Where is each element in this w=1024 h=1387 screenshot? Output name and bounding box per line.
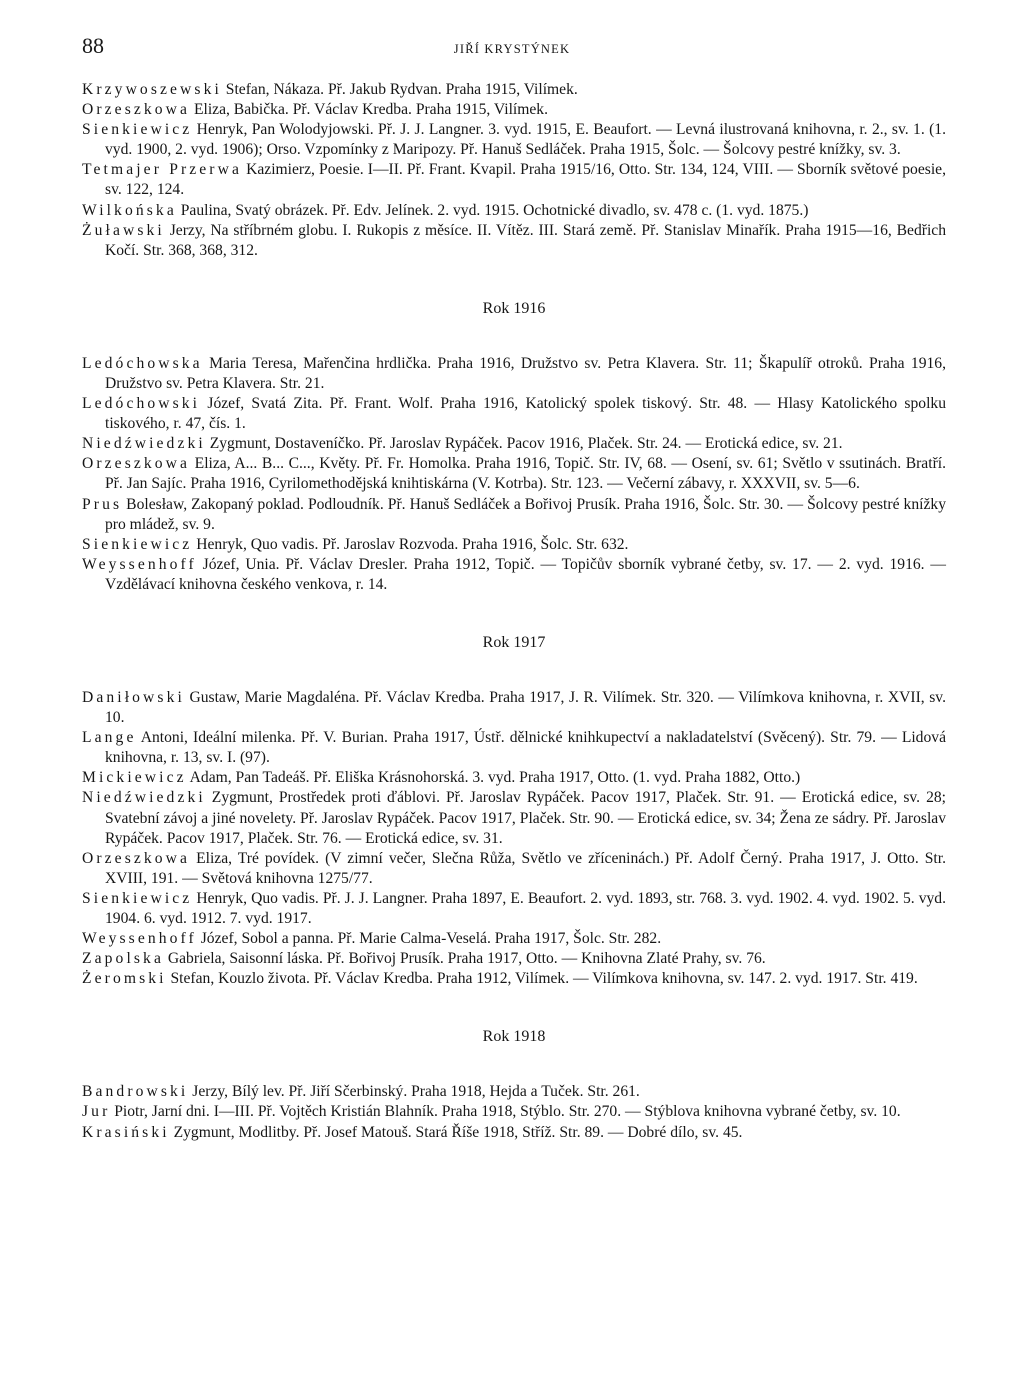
entry-author: Sienkiewicz xyxy=(82,535,193,553)
entry-text: Józef, Svatá Zita. Př. Frant. Wolf. Praha 1916, Katolický spolek tiskový. Str. 48. — Hlasy Katolického spolku tiskového, r. 47, čís. 1. xyxy=(105,395,946,433)
entry-text: Stefan, Nákaza. Př. Jakub Rydvan. Praha 1915, Vilímek. xyxy=(221,81,578,98)
bibliography-entry xyxy=(82,788,946,848)
section-heading: Rok 1917 xyxy=(482,633,546,651)
entry-text: Jerzy, Na stříbrném globu. I. Rukopis z měsíce. II. Vítěz. III. Stará země. Př. Stanislav Minařík. Praha 1915—16, Bedřich Kočí. Str. 368, 368, 312. xyxy=(105,221,946,259)
entry-author: Krasiński xyxy=(82,1123,170,1141)
bibliography-entry xyxy=(82,454,946,494)
entry-text: Kazimierz, Poesie. I—II. Př. Frant. Kvapil. Praha 1915/16, Otto. Str. 134, 124, VIII. — Sborník světové poesie, sv. 122, 124. xyxy=(105,161,946,199)
entry-author: Niedźwiedzki xyxy=(82,435,206,453)
entry-text: Adam, Pan Tadeáš. Př. Eliška Krásnohorská. 3. vyd. Praha 1917, Otto. (1. vyd. Praha 1882, Otto.) xyxy=(186,769,801,787)
bibliography-entry xyxy=(82,1082,946,1102)
entry-text: Zygmunt, Modlitby. Př. Josef Matouš. Stará Říše 1918, Stříž. Str. 89. — Dobré dílo, sv. 45. xyxy=(169,1123,743,1141)
entry-author: Daniłowski xyxy=(82,688,185,706)
bibliography-entry xyxy=(82,120,946,160)
section-1916 xyxy=(82,299,946,595)
bibliography-entry xyxy=(82,100,946,120)
bibliography-entry xyxy=(82,434,946,454)
section-1918 xyxy=(82,1027,946,1142)
entry-text: Gabriela, Saisonní láska. Př. Bořivoj Prusík. Praha 1917, Otto. — Knihovna Zlaté Prahy, sv. 76. xyxy=(163,950,766,968)
section-1917 xyxy=(82,633,946,989)
bibliography-entry xyxy=(82,1123,946,1143)
bibliography-entry xyxy=(82,929,946,949)
entry-author: Tetmajer Przerwa xyxy=(82,161,242,179)
entry-author: Sienkiewicz xyxy=(82,889,193,907)
bibliography-entry xyxy=(82,80,946,100)
section-heading: Rok 1916 xyxy=(482,299,546,317)
bibliography-entry xyxy=(82,889,946,929)
entry-author: Weyssenhoff xyxy=(82,930,197,948)
entry-text: Eliza, A... B... C..., Květy. Př. Fr. Homolka. Praha 1916, Topič. Str. IV, 68. — Osení, sv. 61; Světlo v ssutinách. Bratří. Př. Jan Sajíc. Praha 1916, Cyrilomethodějská knihtiskárna (V. Kotrba). Str. 123. — Večerní zábavy, r. XXXVII, sv. 5—6. xyxy=(105,455,946,493)
bibliography-entry xyxy=(82,201,946,221)
bibliography-entry xyxy=(82,221,946,261)
bibliography xyxy=(82,80,946,1143)
entry-text: Piotr, Jarní dni. I—III. Př. Vojtěch Kristián Blahník. Praha 1918, Stýblo. Str. 270. — Stýblova knihovna vybrané četby, sv. 10. xyxy=(110,1103,901,1121)
bibliography-entry xyxy=(82,688,946,728)
entry-text: Eliza, Tré povídek. (V zimní večer, Slečna Růža, Světlo ve zříceninách.) Př. Adolf Černý. Praha 1917, J. Otto. Str. XVIII, 191. — Světová knihovna 1275/77. xyxy=(105,849,946,887)
entry-text: Józef, Sobol a panna. Př. Marie Calma-Veselá. Praha 1917, Šolc. Str. 282. xyxy=(196,930,662,948)
entry-text: Maria Teresa, Mařenčina hrdlička. Praha 1916, Družstvo sv. Petra Klavera. Str. 11; Škapulíř otroků. Praha 1916, Družstvo sv. Petra Klavera. Str. 21. xyxy=(105,354,946,392)
bibliography-entry xyxy=(82,354,946,394)
bibliography-entry xyxy=(82,969,946,989)
entry-author: Lange xyxy=(82,729,137,747)
entry-author: Niedźwiedzki xyxy=(82,789,206,807)
entry-text: Zygmunt, Dostaveníčko. Př. Jaroslav Rypáček. Pacov 1916, Plaček. Str. 24. — Erotická edice, sv. 21. xyxy=(205,435,843,453)
entry-author: Orzeszkowa xyxy=(82,849,191,867)
entry-text: Henryk, Quo vadis. Př. Jaroslav Rozvoda. Praha 1916, Šolc. Str. 632. xyxy=(192,535,629,553)
page-number: 88 xyxy=(82,33,104,58)
entry-text: Eliza, Babička. Př. Václav Kredba. Praha 1915, Vilímek. xyxy=(190,101,548,119)
entry-text: Józef, Unia. Př. Václav Dresler. Praha 1912, Topič. — Topičův sborník vybrané četby, sv. 17. — 2. vyd. 1916. — Vzdělávací knihovna českého venkova, r. 14. xyxy=(105,555,946,593)
entry-text: Henryk, Quo vadis. Př. J. J. Langner. Praha 1897, E. Beaufort. 2. vyd. 1893, str. 768. 3. vyd. 1902. 4. vyd. 1902. 5. vyd. 1904. 6. vyd. 1912. 7. vyd. 1917. xyxy=(105,889,946,927)
entry-author: Sienkiewicz xyxy=(82,121,193,139)
entry-text: Bolesław, Zakopaný poklad. Podloudník. Př. Hanuš Sedláček a Bořivoj Prusík. Praha 1916, Šolc. Str. 30. — Šolcovy pestré knížky pro mládež, sv. 9. xyxy=(105,495,946,533)
entry-author: Weyssenhoff xyxy=(82,555,197,573)
entry-author: Jur xyxy=(82,1103,111,1121)
entry-author: Prus xyxy=(82,495,123,513)
entry-author: Zapolska xyxy=(82,950,164,968)
entry-author: Orzeszkowa xyxy=(82,101,191,119)
entry-author: Bandrowski xyxy=(82,1083,189,1101)
section-heading: Rok 1918 xyxy=(482,1028,546,1046)
bibliography-entry xyxy=(82,535,946,555)
entry-text: Gustaw, Marie Magdaléna. Př. Václav Kredba. Praha 1917, J. R. Vilímek. Str. 320. — Vilímkova knihovna, r. XVII, sv. 10. xyxy=(105,688,946,727)
bibliography-entry xyxy=(82,949,946,969)
entry-text: Stefan, Kouzlo života. Př. Václav Kredba. Praha 1912, Vilímek. — Vilímkova knihovna, sv. 147. 2. vyd. 1917. Str. 419. xyxy=(166,970,918,988)
entry-text: Paulina, Svatý obrázek. Př. Edv. Jelínek. 2. vyd. 1915. Ochotnické divadlo, sv. 478 c. (1. vyd. 1875.) xyxy=(176,201,809,219)
bibliography-entry xyxy=(82,728,946,768)
entry-author: Żuławski xyxy=(82,221,165,239)
bibliography-entry xyxy=(82,394,946,434)
bibliography-entry xyxy=(82,495,946,535)
entry-author: Wilkońska xyxy=(82,201,177,219)
bibliography-entry xyxy=(82,160,946,200)
bibliography-entry xyxy=(82,1102,946,1122)
entry-author: Żeromski xyxy=(82,970,167,988)
bibliography-entry xyxy=(82,849,946,889)
entry-text: Jerzy, Bílý lev. Př. Jiří Sčerbinský. Praha 1918, Hejda a Tuček. Str. 261. xyxy=(188,1083,640,1101)
entry-author: Ledóchowski xyxy=(82,395,201,413)
section-1915 xyxy=(82,80,946,261)
entry-text: Antoni, Ideální milenka. Př. V. Burian. Praha 1917, Ústř. dělnické knihkupectví a nakladatelství (Svěcený). Str. 79. — Lidová knihovna, r. 13, sv. I. (97). xyxy=(105,729,946,767)
entry-text: Zygmunt, Prostředek proti ďáblovi. Př. Jaroslav Rypáček. Pacov 1917, Plaček. Str. 91. — Erotická edice, sv. 28; Svatební závoj a jiné novelety. Př. Jaroslav Rypáček. Pacov 1917, Plaček. Str. 90. — Erotická edice, sv. 34; Žena ze sádry. Př. Jaroslav Rypáček. Pacov 1917, Plaček. Str. 76. — Erotická edice, sv. 31. xyxy=(105,789,946,847)
bibliography-entry xyxy=(82,768,946,788)
entry-text: Henryk, Pan Wolodyjowski. Př. J. J. Langner. 3. vyd. 1915, E. Beaufort. — Levná ilustrovaná knihovna, r. 2., sv. 1. (1. vyd. 1900, 2. vyd. 1906); Orso. Vzpomínky z Maripozy. Př. Hanuš Sedláček. Praha 1915, Šolc. — Šolcovy pestré knížky, sv. 3. xyxy=(105,121,946,159)
bibliography-entry xyxy=(82,555,946,595)
entry-author: Orzeszkowa xyxy=(82,455,191,473)
entry-author: Mickiewicz xyxy=(82,769,187,787)
entry-author: Krzywoszewski xyxy=(82,81,222,98)
running-title: JIŘÍ KRYSTÝNEK xyxy=(453,42,571,56)
entry-author: Ledóchowska xyxy=(82,354,203,372)
